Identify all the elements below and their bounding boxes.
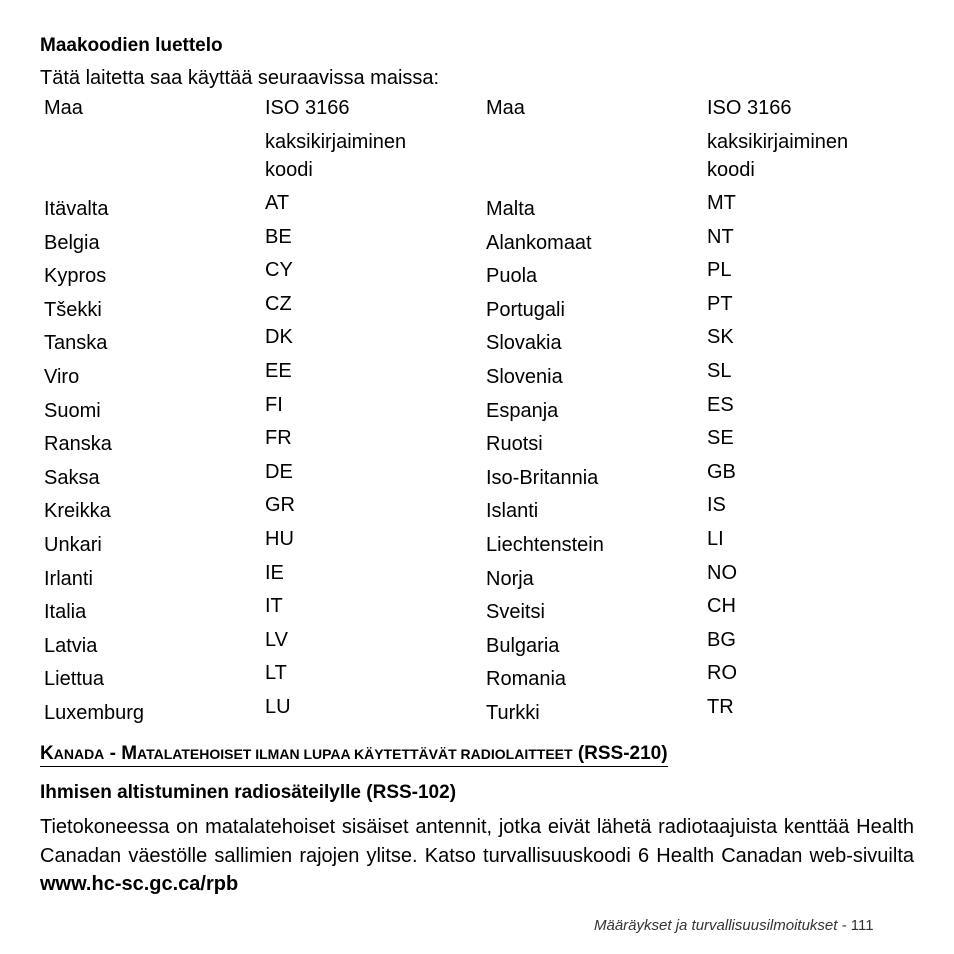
rss-heading: Ihmisen altistuminen radiosäteilylle (RSS-102) — [40, 782, 457, 803]
intro-text: Tätä laitetta saa käyttää seuraavissa maissa: — [40, 67, 440, 89]
header-country-right: Maa — [486, 97, 525, 119]
exposure-paragraph — [40, 813, 914, 899]
country-code: IS — [707, 494, 726, 517]
header-code-right-line3: koodi — [707, 159, 755, 181]
country-code: ES — [707, 393, 734, 416]
country-name: Kreikka — [44, 500, 111, 523]
country-name: Viro — [44, 366, 80, 388]
country-code: CY — [265, 259, 293, 282]
country-code: GR — [265, 494, 295, 517]
country-code: SE — [707, 427, 734, 450]
country-name: Malta — [486, 198, 535, 220]
header-code-right-line1: ISO 3166 — [707, 97, 792, 119]
country-name: Romania — [486, 668, 567, 691]
country-name: Islanti — [486, 500, 539, 523]
country-name: Kypros — [44, 265, 107, 288]
country-name: Iso-Britannia — [486, 466, 599, 489]
header-code-right-line2: kaksikirjaiminen — [707, 131, 849, 153]
country-code: SL — [707, 360, 732, 382]
country-code: NT — [707, 225, 734, 248]
header-country-left: Maa — [44, 97, 83, 119]
country-name: Italia — [44, 601, 87, 624]
country-code: PL — [707, 259, 732, 282]
country-name: Slovenia — [486, 366, 563, 388]
country-code: DE — [265, 460, 293, 483]
country-name: Unkari — [44, 534, 102, 556]
country-name: Bulgaria — [486, 634, 560, 657]
country-name: Ranska — [44, 433, 112, 456]
country-code: TR — [707, 696, 734, 718]
health-canada-url: www.hc-sc.gc.ca/rpb — [40, 873, 239, 895]
canada-heading — [40, 742, 668, 767]
country-code: EE — [265, 360, 292, 382]
section-heading: Maakoodien luettelo — [40, 35, 223, 56]
country-code: RO — [707, 662, 737, 685]
country-code: DK — [265, 326, 293, 349]
country-name: Espanja — [486, 399, 559, 422]
country-code: NO — [707, 561, 737, 584]
country-name: Turkki — [486, 702, 540, 724]
footer-text: Määräykset ja turvallisuusilmoitukset - — [594, 917, 851, 934]
canada-heading-suffix: (RSS-210) — [572, 743, 668, 764]
country-name: Slovakia — [486, 332, 562, 355]
country-code: LT — [265, 662, 287, 685]
country-code: LV — [265, 628, 288, 651]
header-code-left-line1: ISO 3166 — [265, 97, 350, 119]
country-code: GB — [707, 460, 736, 483]
country-name: Liettua — [44, 668, 105, 691]
canada-heading-k: K — [40, 743, 54, 764]
country-code: SK — [707, 326, 734, 349]
page-footer — [594, 917, 874, 934]
country-code: FI — [265, 393, 283, 416]
paragraph-text: Tietokoneessa on matalatehoiset sisäiset antennit, jotka eivät lähetä radiotaajuista kenttää Health Canadan väestölle sallimien rajojen ylitse. Katso turvallisuuskoodi 6 Health Canadan web-sivuilta — [40, 816, 914, 867]
country-name: Itävalta — [44, 198, 109, 220]
page-number: 111 — [850, 917, 874, 934]
country-code: BE — [265, 225, 292, 248]
country-name: Norja — [486, 567, 534, 590]
country-name: Puola — [486, 265, 538, 288]
canada-heading-dash: - — [104, 743, 122, 764]
country-name: Alankomaat — [486, 231, 592, 254]
country-name: Latvia — [44, 634, 98, 657]
canada-heading-m: M — [121, 743, 138, 764]
header-code-left-line3: koodi — [265, 159, 313, 181]
country-code: LI — [707, 528, 724, 550]
country-code: BG — [707, 628, 736, 651]
country-name: Tanska — [44, 332, 108, 355]
country-code: AT — [265, 192, 290, 214]
country-name: Liechtenstein — [486, 534, 604, 556]
country-name: Portugali — [486, 298, 565, 321]
country-name: Luxemburg — [44, 702, 145, 724]
country-code: CZ — [265, 292, 292, 315]
country-name: Ruotsi — [486, 433, 543, 456]
country-name: Sveitsi — [486, 601, 545, 624]
country-code: IT — [265, 595, 283, 618]
country-code: FR — [265, 427, 292, 450]
header-code-left-line2: kaksikirjaiminen — [265, 131, 407, 153]
country-code: MT — [707, 192, 736, 214]
canada-heading-m-rest: ATALATEHOISET ILMAN LUPAA KÄYTETTÄVÄT RADIOLAITTEET — [137, 746, 573, 762]
country-code: IE — [265, 561, 284, 584]
country-name: Belgia — [44, 231, 100, 254]
country-code: CH — [707, 595, 736, 618]
country-name: Suomi — [44, 399, 101, 422]
country-name: Irlanti — [44, 567, 93, 590]
country-code: PT — [707, 292, 733, 315]
country-code: LU — [265, 696, 291, 718]
country-name: Tšekki — [44, 298, 102, 321]
country-code: HU — [265, 528, 294, 550]
country-name: Saksa — [44, 466, 100, 489]
canada-heading-k-rest: ANADA — [53, 746, 105, 762]
